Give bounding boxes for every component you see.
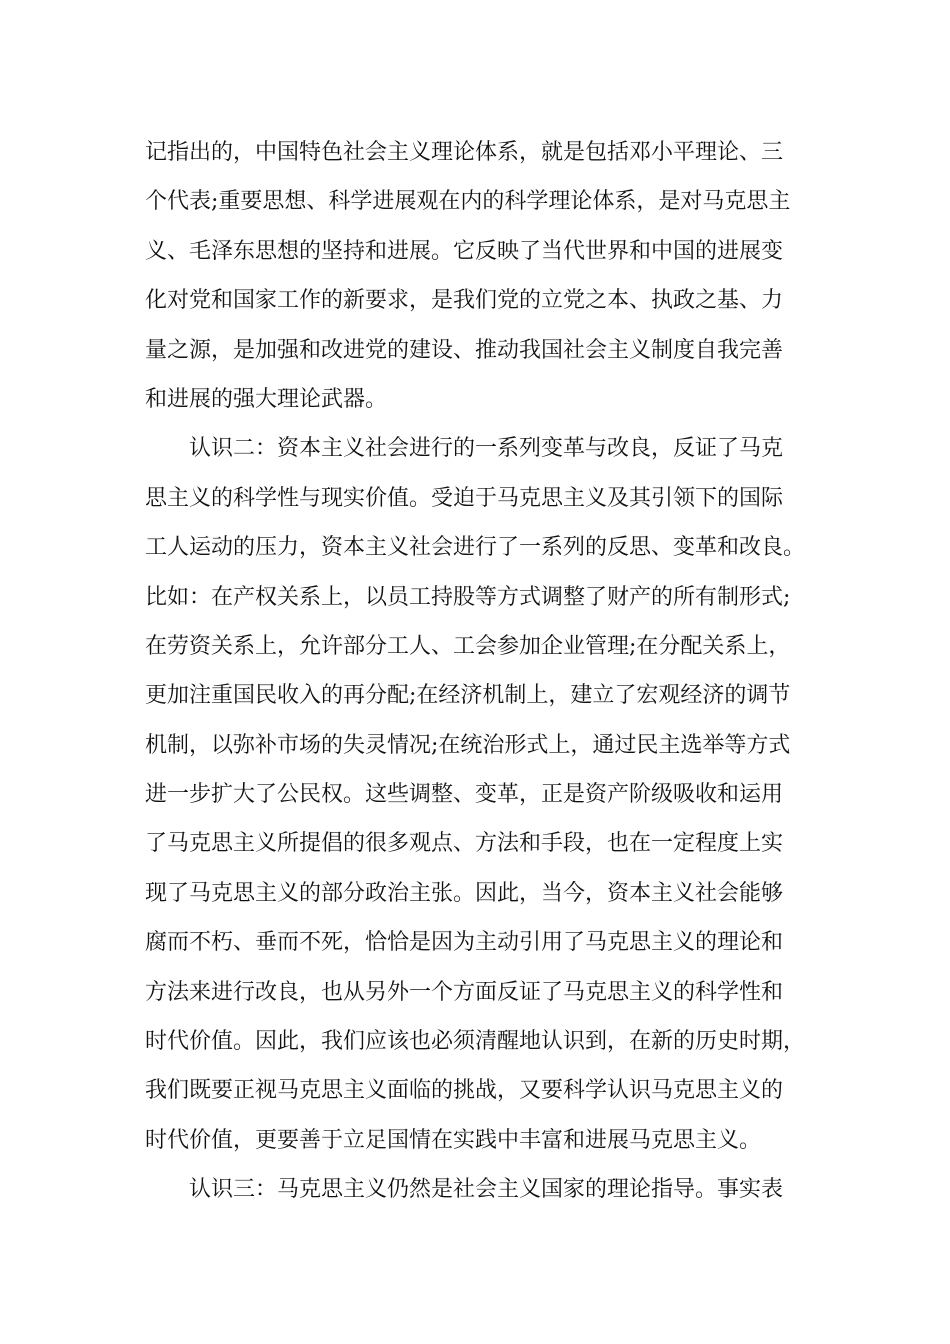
paragraph-2 [145, 424, 810, 1165]
paragraph-line: 认识三：马克思主义仍然是社会主义国家的理论指导。事实表 [189, 1177, 784, 1203]
paragraph-1 [145, 128, 810, 424]
paragraph-line: 量之源，是加强和改进党的建设、推动我国社会主义制度自我完善 [145, 337, 784, 363]
paragraph-line: 工人运动的压力，资本主义社会进行了一系列的反思、变革和改良。 [145, 535, 806, 561]
paragraph-line: 现了马克思主义的部分政治主张。因此，当今，资本主义社会能够 [145, 880, 784, 906]
paragraph-line: 义、毛泽东思想的坚持和进展。它反映了当代世界和中国的进展变 [145, 238, 784, 264]
paragraph-line: 机制，以弥补市场的失灵情况;在统治形式上，通过民主选举等方式 [145, 732, 791, 758]
paragraph-line: 了马克思主义所提倡的很多观点、方法和手段，也在一定程度上实 [145, 831, 784, 857]
paragraph-line: 进一步扩大了公民权。这些调整、变革，正是资产阶级吸收和运用 [145, 782, 784, 808]
paragraph-line: 思主义的科学性与现实价值。受迫于马克思主义及其引领下的国际 [145, 485, 784, 511]
paragraph-3 [145, 1165, 810, 1214]
paragraph-line: 时代价值。因此，我们应该也必须清醒地认识到，在新的历史时期， [145, 1029, 806, 1055]
paragraph-line: 认识二：资本主义社会进行的一系列变革与改良，反证了马克 [189, 436, 784, 462]
paragraph-line: 在劳资关系上，允许部分工人、工会参加企业管理;在分配关系上， [145, 633, 791, 659]
paragraph-line: 更加注重国民收入的再分配;在经济机制上，建立了宏观经济的调节 [145, 683, 791, 709]
paragraph-line: 和进展的强大理论武器。 [145, 386, 388, 412]
paragraph-line: 化对党和国家工作的新要求，是我们党的立党之本、执政之基、力 [145, 288, 784, 314]
paragraph-line: 方法来进行改良，也从另外一个方面反证了马克思主义的科学性和 [145, 979, 784, 1005]
document-body [145, 128, 810, 1215]
paragraph-line: 我们既要正视马克思主义面临的挑战，又要科学认识马克思主义的 [145, 1078, 784, 1104]
paragraph-line: 腐而不朽、垂而不死，恰恰是因为主动引用了马克思主义的理论和 [145, 930, 784, 956]
paragraph-line: 记指出的，中国特色社会主义理论体系，就是包括邓小平理论、三 [145, 140, 784, 165]
paragraph-line: 比如：在产权关系上，以员工持股等方式调整了财产的所有制形式; [145, 584, 791, 610]
paragraph-line: 时代价值，更要善于立足国情在实践中丰富和进展马克思主义。 [145, 1127, 762, 1153]
paragraph-line: 个代表;重要思想、科学进展观在内的科学理论体系，是对马克思主 [145, 189, 791, 215]
